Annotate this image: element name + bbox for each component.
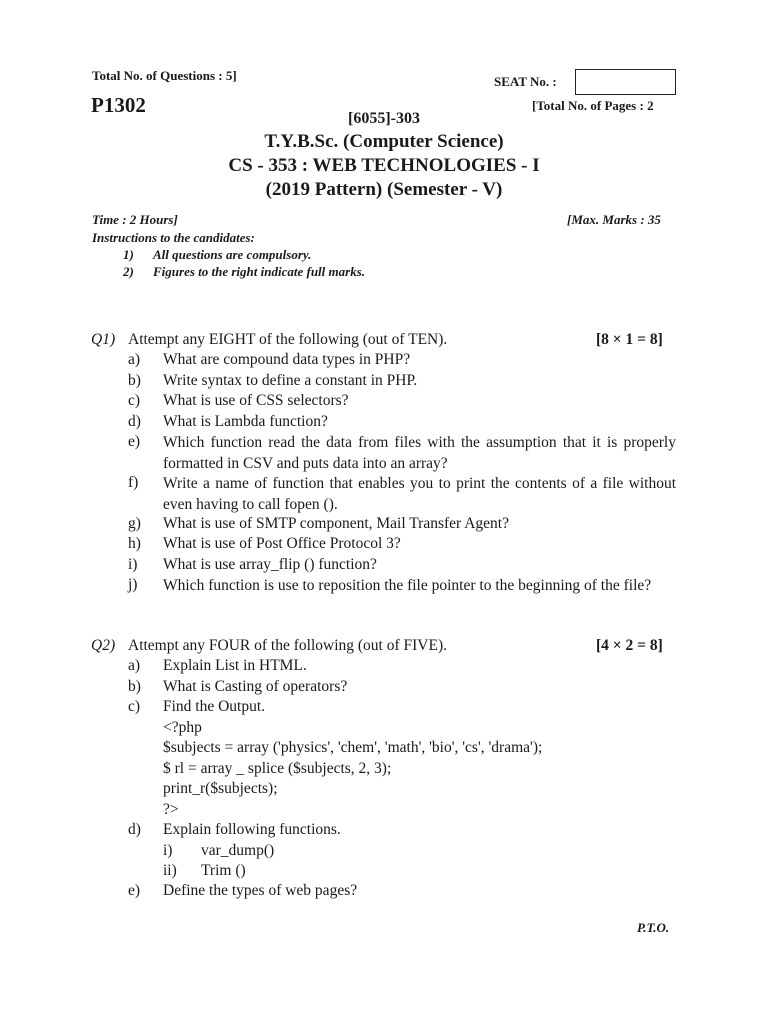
item-label: f): [128, 474, 139, 491]
instruction-number: 2): [123, 264, 134, 279]
code-line: <?php: [163, 719, 202, 736]
code-line: print_r($subjects);: [163, 780, 278, 797]
instruction-text: All questions are compulsory.: [153, 247, 312, 262]
item-label: a): [128, 351, 141, 368]
item-text: Write a name of function that enables you to print the contents of a file without even having to call fopen ().: [163, 475, 676, 513]
item-label: h): [128, 535, 141, 552]
q2-prompt: Attempt any FOUR of the following (out of FIVE).: [128, 637, 448, 654]
item-text: What is Lambda function?: [163, 413, 328, 430]
code-line: $ rl = array _ splice ($subjects, 2, 3);: [163, 760, 392, 777]
sub-item-text: Trim (): [201, 862, 246, 879]
item-text: Explain following functions.: [163, 821, 341, 838]
q1-number: Q1): [91, 331, 116, 348]
item-label: c): [128, 392, 141, 409]
item-label: j): [128, 576, 138, 593]
code-line: $subjects = array ('physics', 'chem', 'math', 'bio', 'cs', 'drama');: [163, 739, 543, 756]
seat-number-box: [575, 69, 676, 95]
max-marks: [Max. Marks : 35: [567, 212, 661, 227]
pto-label: P.T.O.: [637, 920, 670, 935]
instruction-text: Figures to the right indicate full marks.: [153, 264, 366, 279]
subject-title: CS - 353 : WEB TECHNOLOGIES - I: [228, 155, 540, 176]
sub-item-label: ii): [163, 862, 177, 879]
item-label: a): [128, 657, 141, 674]
item-text: What is use array_flip () function?: [163, 556, 377, 573]
q2-marks: [4 × 2 = 8]: [596, 637, 663, 654]
item-label: d): [128, 821, 141, 838]
sub-item-text: var_dump(): [201, 842, 275, 859]
item-text: What are compound data types in PHP?: [163, 351, 411, 368]
item-label: e): [128, 882, 141, 899]
item-text: What is Casting of operators?: [163, 678, 348, 695]
item-label: d): [128, 413, 141, 430]
item-text: Find the Output.: [163, 698, 266, 715]
item-text: Explain List in HTML.: [163, 657, 307, 674]
q1-marks: [8 × 1 = 8]: [596, 331, 663, 348]
course-title: T.Y.B.Sc. (Computer Science): [264, 131, 504, 152]
total-pages: [Total No. of Pages : 2: [532, 98, 654, 113]
item-label: e): [128, 433, 141, 450]
item-text: What is use of SMTP component, Mail Transfer Agent?: [163, 515, 509, 532]
pattern-title: (2019 Pattern) (Semester - V): [265, 179, 503, 200]
time-label: Time : 2 Hours]: [92, 212, 178, 227]
instructions-title: Instructions to the candidates:: [92, 230, 255, 245]
sub-item-label: i): [163, 842, 173, 859]
item-label: b): [128, 372, 141, 389]
item-label: c): [128, 698, 141, 715]
item-text: Which function read the data from files with the assumption that it is properly formatted in CSV and puts data into an array?: [163, 434, 676, 472]
q1-prompt: Attempt any EIGHT of the following (out of TEN).: [128, 331, 448, 348]
item-text: Which function is use to reposition the file pointer to the beginning of the file?: [163, 577, 652, 594]
item-label: g): [128, 515, 141, 532]
item-label: b): [128, 678, 141, 695]
q2-number: Q2): [91, 637, 116, 654]
seat-label: SEAT No. :: [494, 74, 557, 89]
item-text: What is use of CSS selectors?: [163, 392, 349, 409]
exam-code: [6055]-303: [348, 110, 420, 127]
item-text: Define the types of web pages?: [163, 882, 358, 899]
item-label: i): [128, 556, 138, 573]
item-text: What is use of Post Office Protocol 3?: [163, 535, 401, 552]
total-questions: Total No. of Questions : 5]: [92, 68, 237, 83]
code-line: ?>: [163, 801, 179, 818]
paper-code: P1302: [91, 93, 146, 117]
item-text: Write syntax to define a constant in PHP.: [163, 372, 418, 389]
instruction-number: 1): [123, 247, 134, 262]
